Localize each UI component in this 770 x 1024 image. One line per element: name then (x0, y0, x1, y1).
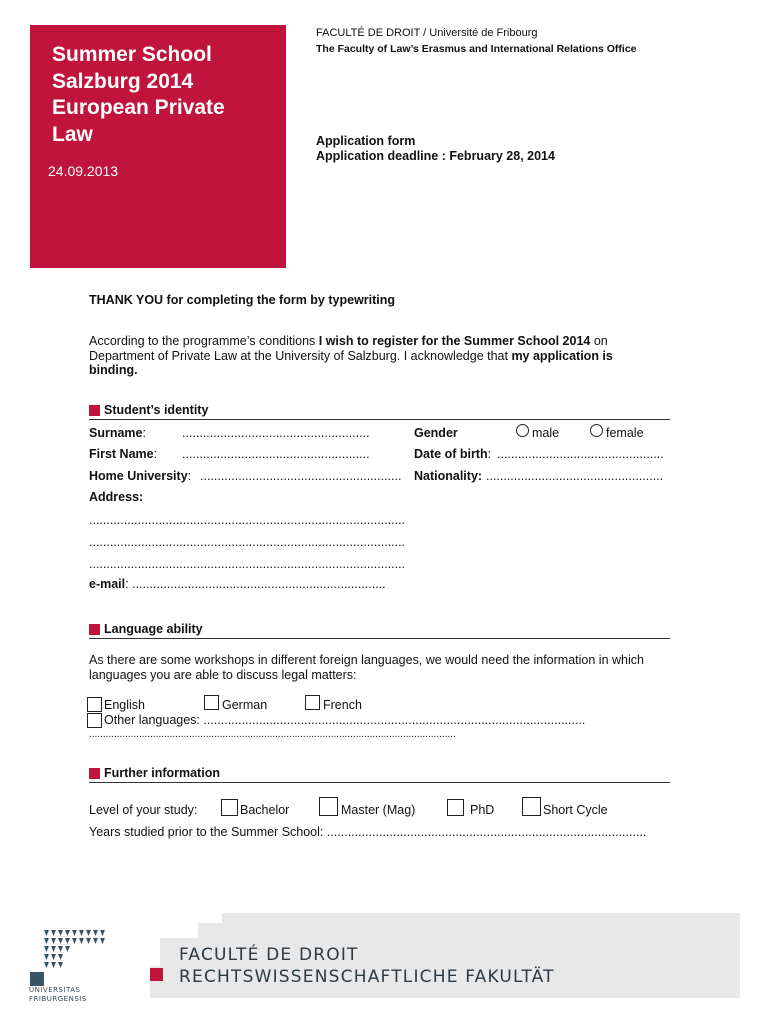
section-title: Language ability (104, 622, 203, 636)
address-line-1[interactable]: ........................................................................................... (89, 513, 406, 527)
section-title: Further information (104, 766, 220, 780)
female-label: female (606, 426, 644, 440)
language-text: languages you are able to discuss legal matters: (89, 667, 357, 682)
years-studied-field[interactable]: ............................................................................................ (323, 825, 647, 839)
short-cycle-checkbox[interactable] (522, 797, 541, 816)
nationality-label: Nationality: (414, 469, 483, 483)
other-languages-label: Other languages: .............................................................................................................. (104, 713, 586, 727)
title-line: European Private (52, 96, 225, 119)
email-label: e-mail: ......................................................................... (89, 577, 386, 591)
other-languages-checkbox[interactable] (87, 713, 102, 728)
section-marker (89, 768, 100, 779)
logo-caption: FRIBURGENSIS (29, 995, 87, 1003)
other-languages-line[interactable]: .................................................................................................................................... (89, 729, 456, 740)
faculty-name: FACULTÉ DE DROIT / Université de Fribourg (316, 27, 538, 39)
female-radio[interactable] (590, 424, 603, 437)
footer-step (150, 938, 160, 966)
section-marker (89, 624, 100, 635)
intro-text: Department of Private Law at the University of Salzburg. I acknowledge that (89, 348, 512, 363)
intro-text: on (590, 334, 608, 348)
office-name: The Faculty of Law’s Erasmus and International Relations Office (316, 43, 637, 55)
firstname-label: First Name: (89, 447, 158, 461)
section-header-language (89, 623, 670, 639)
intro-text-bold: I wish to register for the Summer School 2014 (318, 334, 591, 348)
intro-paragraph (89, 334, 669, 378)
other-languages-field[interactable]: .............................................................................................................. (199, 713, 586, 727)
thank-you-note: THANK YOU for completing the form by typewriting (89, 293, 396, 307)
bachelor-label: Bachelor (240, 803, 290, 817)
university-logo-mark (28, 928, 108, 986)
phd-checkbox[interactable] (447, 799, 464, 816)
bachelor-checkbox[interactable] (221, 799, 238, 816)
dob-label: Date of birth: (414, 447, 492, 461)
address-label: Address: (89, 490, 144, 504)
male-radio[interactable] (516, 424, 529, 437)
logo-caption: UNIVERSITAS (29, 986, 81, 994)
section-marker (89, 405, 100, 416)
male-label: male (532, 426, 560, 440)
intro-text-bold: binding. (89, 363, 138, 377)
footer-line: FACULTÉ DE DROIT (179, 945, 359, 965)
years-studied-label: Years studied prior to the Summer School: ............................................................................................ (89, 825, 647, 839)
surname-field[interactable]: ...................................................... (182, 426, 370, 440)
footer-line: RECHTSWISSENSCHAFTLICHE FAKULTÄT (179, 967, 555, 987)
address-line-2[interactable]: ........................................................................................... (89, 535, 406, 549)
section-header-identity (89, 404, 670, 420)
master-checkbox[interactable] (319, 797, 338, 816)
footer-marker (150, 968, 163, 981)
intro-text-bold: my application is (511, 348, 613, 363)
german-checkbox[interactable] (204, 695, 219, 710)
language-intro (89, 653, 669, 682)
english-label: English (104, 698, 145, 712)
title-line: Law (52, 122, 93, 146)
address-line-3[interactable]: ........................................................................................... (89, 557, 406, 571)
english-checkbox[interactable] (87, 697, 102, 712)
email-field[interactable]: ......................................................................... (128, 577, 386, 591)
form-title: Application form (316, 134, 416, 148)
form-heading (316, 134, 555, 164)
footer-faculty-name (179, 944, 555, 988)
study-level-label: Level of your study: (89, 803, 198, 817)
phd-label: PhD (470, 803, 495, 817)
short-cycle-label: Short Cycle (543, 803, 608, 817)
master-label: Master (Mag) (341, 803, 416, 817)
title-line: Salzburg 2014 (52, 69, 194, 93)
title-line: Summer School (52, 43, 212, 66)
intro-text: According to the programme’s conditions (89, 334, 319, 348)
nationality-field[interactable]: ................................................... (486, 469, 664, 483)
home-university-label: Home University: (89, 469, 192, 483)
german-label: German (222, 698, 268, 712)
gender-label: Gender (414, 426, 458, 440)
home-university-field[interactable]: .......................................................... (200, 469, 402, 483)
firstname-field[interactable]: ...................................................... (182, 447, 370, 461)
document-date: 24.09.2013 (48, 163, 119, 179)
university-logo (28, 928, 108, 986)
dob-field[interactable]: ................................................ (497, 447, 664, 461)
section-header-further (89, 767, 670, 783)
french-checkbox[interactable] (305, 695, 320, 710)
form-deadline: Application deadline : February 28, 2014 (316, 149, 555, 163)
section-title: Student’s identity (104, 403, 209, 417)
document-title (52, 42, 277, 148)
footer-step (182, 913, 198, 938)
surname-label: Surname: (89, 426, 146, 440)
language-text: As there are some workshops in different foreign languages, we would need the information in which (89, 653, 644, 667)
french-label: French (323, 698, 362, 712)
